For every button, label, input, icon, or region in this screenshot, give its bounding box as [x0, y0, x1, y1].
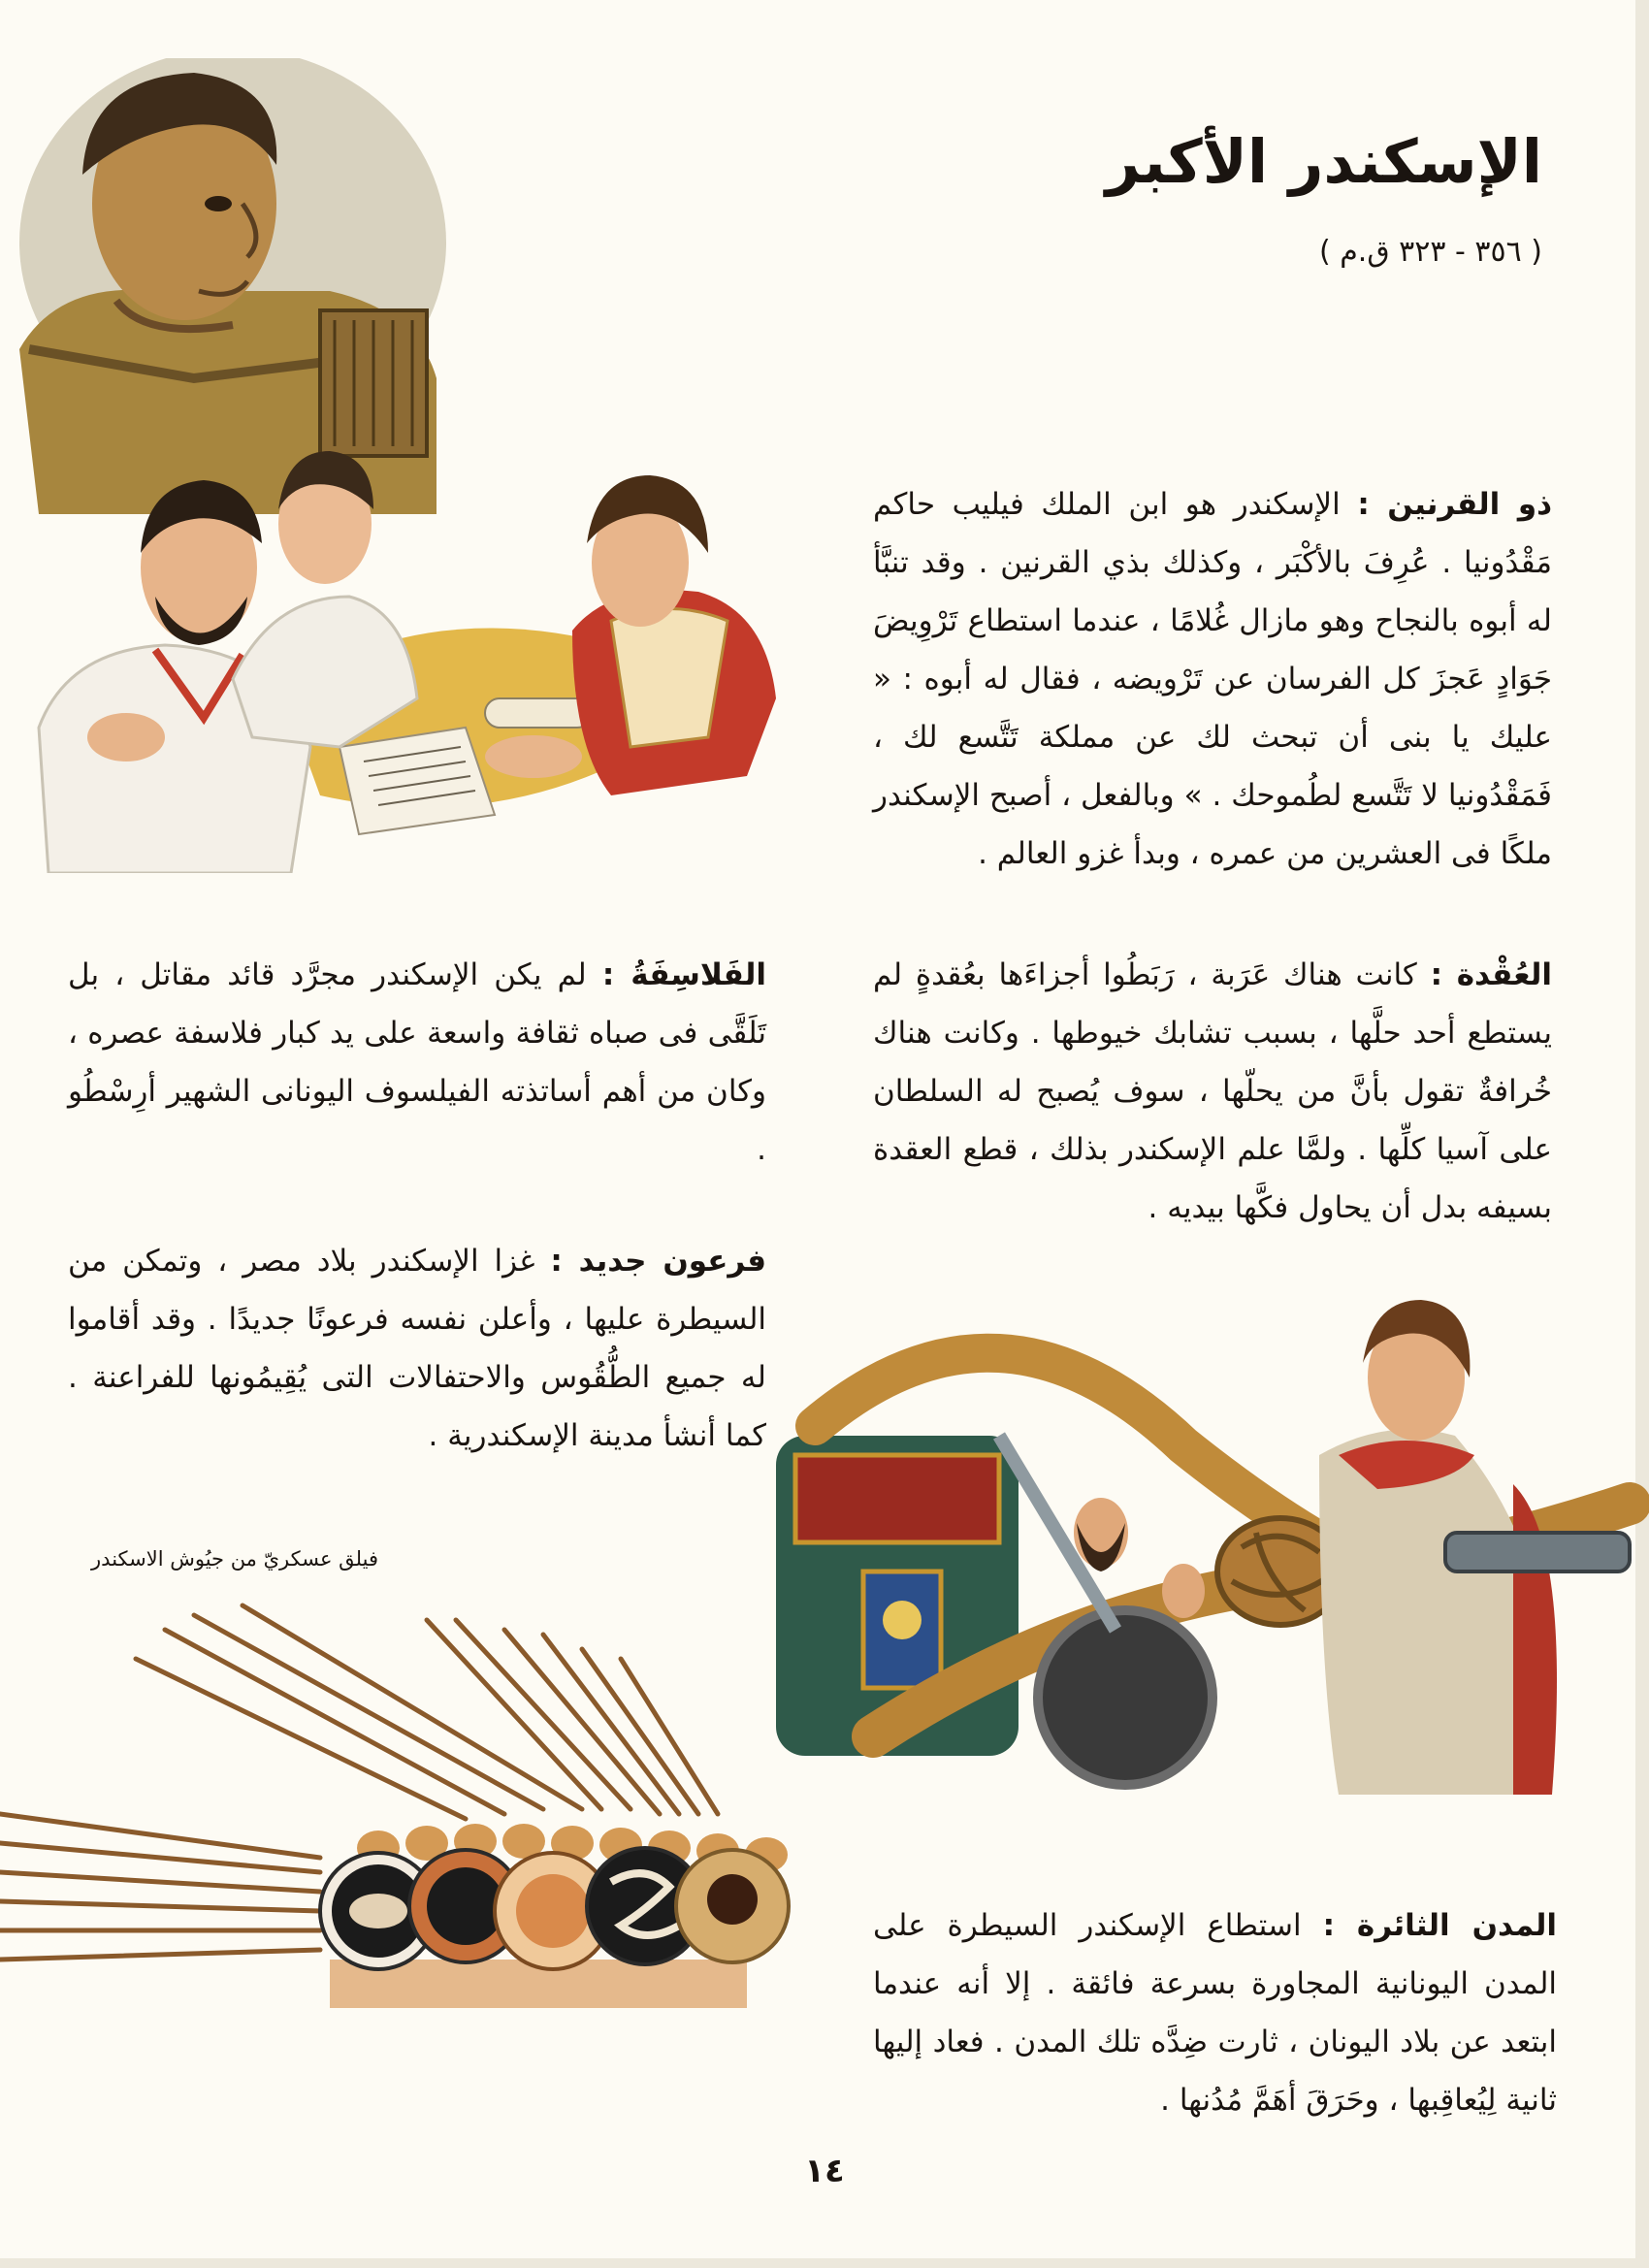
section-body: استطاع الإسكندر السيطرة على المدن اليونانية المجاورة بسرعة فائقة . إلا أنه عندما ابتعد عن بلاد اليونان ، ثارت ضِدَّه تلك المدن . فعاد إليها ثانية لِيُعاقِبها ، وحَرَقَ أهَمَّ مُدُنها .: [873, 1908, 1557, 2118]
section-heading: الفَلاسِفَةُ :: [601, 957, 766, 992]
section-body: غزا الإسكندر بلاد مصر ، وتمكن من السيطرة عليها ، وأعلن نفسه فرعونًا جديدًا . وقد أقاموا له جميع الطُّقُوس والاحتفالات التى يُقِيمُونها للفراعنة . كما أنشأ مدينة الإسكندرية .: [68, 1244, 766, 1453]
lifespan-dates: ( ٣٥٦ - ٣٢٣ ق.م ): [1318, 235, 1542, 269]
section-cities: [873, 1896, 1557, 2129]
gordian-knot-illustration: [776, 1290, 1649, 1795]
section-body: لم يكن الإسكندر مجرَّد قائد مقاتل ، بل تَلَقَّى فى صباه ثقافة واسعة على يد كبار فلاسفة عصره ، وكان من أهم أساتذته الفيلسوف اليونانى الشهير أرِسْطُو .: [68, 957, 766, 1167]
section-body: كانت هناك عَرَبة ، رَبَطُوا أجزاءَها بعُقدةٍ لم يستطع أحد حلَّها ، بسبب تشابك خيوطها . وكانت هناك خُرافةٌ تقول بأنَّ من يحلّها ، سوف يُصبح له السلطان على آسيا كلِّها . ولمَّا علم الإسكندر بذلك ، قطع العقدة بسيفه بدل أن يحاول فكَّها بيديه .: [873, 957, 1552, 1225]
page-title: الإسكندر الأكبر: [1105, 126, 1542, 197]
section-heading: فرعون جديد :: [550, 1244, 766, 1279]
alexander-with-teachers-illustration: [29, 427, 824, 873]
section-heading: العُقْدة :: [1430, 957, 1552, 992]
section-body: الإسكندر هو ابن الملك فيليب حاكم مَقْدُونيا . عُرِفَ بالأكْبَر ، وكذلك بذي القرنين . وقد تنبَّأ له أبوه بالنجاح وهو مازال غُلامًا ، عندما استطاع تَرْوِيضَ جَوَادٍ عَجزَ كل الفرسان عن تَرْويضه ، فقال له أبوه : « عليك يا بنى أن تبحث لك عن مملكة تَتَّسع لك ، فَمَقْدُونيا لا تَتَّسع لطُموحك . » وبالفعل ، أصبح الإسكندر ملكًا فى العشرين من عمره ، وبدأ غزو العالم .: [873, 487, 1552, 871]
section-philosophy: [68, 946, 766, 1179]
phalanx-caption: فيلق عسكريّ من جيُوش الاسكندر: [91, 1547, 378, 1571]
section-pharaoh: [68, 1232, 766, 1465]
section-heading: ذو القرنين :: [1357, 487, 1552, 522]
section-dhul-qarnayn: [873, 475, 1552, 883]
section-knot: [873, 946, 1552, 1237]
section-heading: المدن الثائرة :: [1322, 1908, 1557, 1943]
page-number: ١٤: [804, 2152, 845, 2190]
phalanx-illustration: [0, 1591, 873, 2018]
